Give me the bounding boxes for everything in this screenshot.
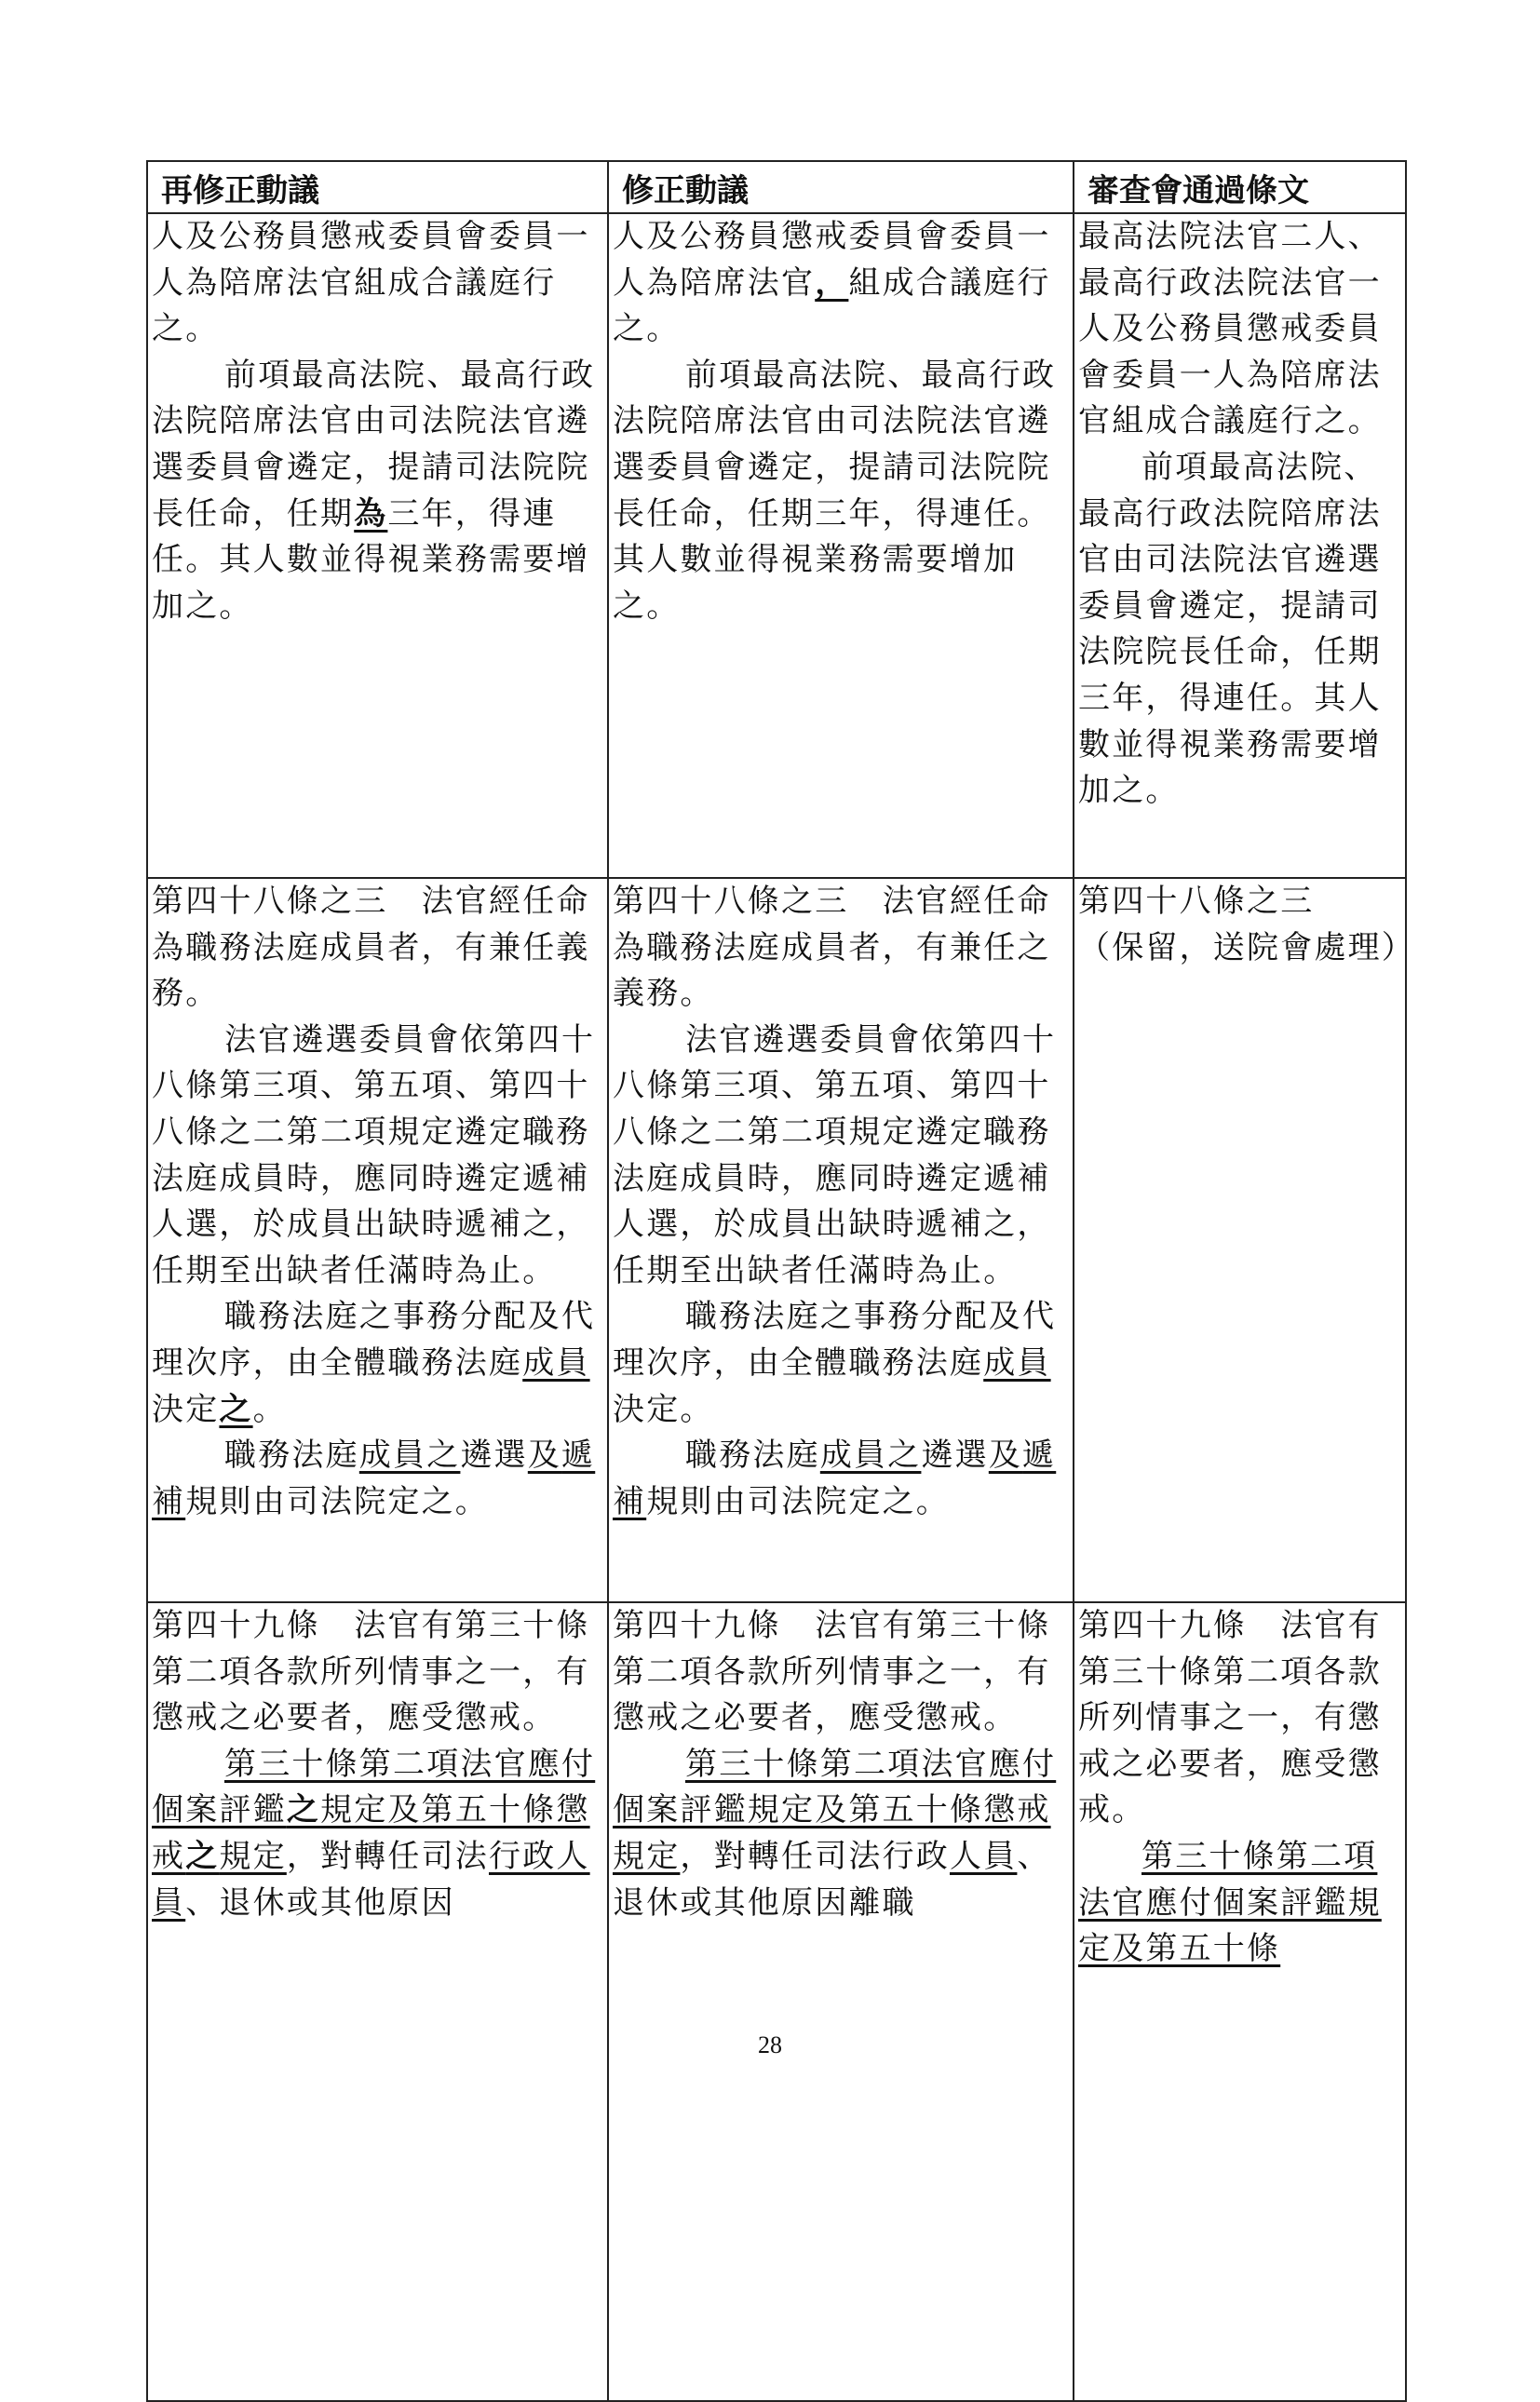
text-segment: 人及公務員懲戒委員會委員一人為陪席法官組成合議庭行之。 bbox=[152, 218, 590, 348]
paragraph bbox=[613, 879, 1069, 1018]
underlined-text: 第三十條第二項法官應付個案評鑑規定及第五十條懲戒規定 bbox=[613, 1745, 1057, 1875]
text-segment: ，對轉任司法行政 bbox=[680, 1837, 951, 1875]
paragraph bbox=[613, 1018, 1069, 1295]
underlined-text: 成員之 bbox=[819, 1437, 922, 1475]
paragraph bbox=[152, 214, 603, 353]
underlined-text: 規定 bbox=[219, 1837, 287, 1875]
paragraph bbox=[613, 1603, 1069, 1742]
cell-amendment bbox=[608, 213, 1074, 878]
underlined-text: 行政人員 bbox=[152, 1837, 590, 1922]
underlined-text: 第三十條第二項法官應付個案評鑑規定及第五十條 bbox=[1078, 1837, 1382, 1968]
text-segment: 職務法庭之事務分配及代理次序，由全體職務法庭 bbox=[613, 1298, 1057, 1382]
text-segment: 前項最高法院、最高行政法院陪席法官由司法院法官遴選委員會遴定，提請司法院院長任命，任期三年，得連任。其人數並得視業務需要增加之。 bbox=[613, 356, 1057, 625]
text-segment: 第四十九條 法官有第三十條第二項各款所列情事之一，有懲戒之必要者，應受懲戒。 bbox=[1078, 1607, 1382, 1829]
text-segment: 、退休或其他原因離職 bbox=[613, 1837, 1051, 1922]
table-row bbox=[147, 1602, 1406, 2401]
paragraph bbox=[1078, 445, 1401, 815]
text-segment: （保留，送院會處理） bbox=[1078, 928, 1415, 966]
underlined-text: 之 bbox=[219, 1390, 253, 1428]
comparison-table bbox=[146, 160, 1415, 2402]
text-segment: 決定 bbox=[152, 1390, 220, 1428]
text-segment: 遴選 bbox=[921, 1437, 989, 1475]
underlined-text: 成員之 bbox=[358, 1437, 461, 1475]
paragraph bbox=[152, 1603, 603, 1742]
cell-committee-text bbox=[1074, 1602, 1406, 2401]
paragraph bbox=[152, 1018, 603, 1295]
underlined-text: 第三十條第二項法官應付個案評鑑 bbox=[152, 1745, 596, 1829]
text-segment: 三年，得連任。其人數並得視業務需要增加之。 bbox=[152, 494, 590, 625]
text-segment: 決定。 bbox=[613, 1390, 714, 1428]
text-segment: 第四十八條之三 法官經任命為職務法庭成員者，有兼任義務。 bbox=[152, 883, 590, 1013]
text-segment: 職務法庭 bbox=[224, 1437, 359, 1475]
text-segment: ，對轉任司法 bbox=[286, 1837, 490, 1875]
cell-resubmitted-amendment bbox=[147, 878, 608, 1602]
underlined-text: 之 bbox=[185, 1837, 220, 1875]
cell-resubmitted-amendment bbox=[147, 1602, 608, 2401]
paragraph bbox=[613, 1433, 1069, 1525]
paragraph bbox=[1078, 925, 1415, 972]
cell-resubmitted-amendment bbox=[147, 213, 608, 878]
underlined-text: 規定及第五十條懲戒 bbox=[152, 1791, 590, 1875]
text-segment: 遴選 bbox=[460, 1437, 528, 1475]
underlined-text: 成員 bbox=[522, 1343, 590, 1382]
text-segment: 。 bbox=[252, 1390, 287, 1428]
underlined-text: 之 bbox=[286, 1791, 321, 1829]
header-committee-approved-text: 審查會通過條文 bbox=[1074, 161, 1406, 213]
underlined-text: ， bbox=[815, 263, 849, 302]
paragraph bbox=[152, 1294, 603, 1433]
underlined-text: 遞補 bbox=[152, 1437, 596, 1520]
paragraph bbox=[1078, 1834, 1401, 1973]
text-segment: 職務法庭之事務分配及代理次序，由全體職務法庭 bbox=[152, 1298, 596, 1382]
underlined-text: 及 bbox=[527, 1437, 562, 1475]
paragraph bbox=[152, 1433, 603, 1525]
underlined-text: 遞補 bbox=[613, 1437, 1057, 1520]
text-segment: 前項最高法院、最高行政法院陪席法官由司法院法官遴選委員會遴定，提請司法院院長任命，任期三年，得連任。其人數並得視業務需要增加之。 bbox=[1078, 448, 1382, 810]
text-segment: 規則由司法院定之。 bbox=[185, 1482, 490, 1520]
text-segment: 職務法庭 bbox=[685, 1437, 820, 1475]
text-segment: 第四十八條之三 bbox=[1078, 883, 1315, 920]
cell-amendment bbox=[608, 1602, 1074, 2401]
paragraph bbox=[1078, 879, 1401, 925]
paragraph bbox=[152, 879, 603, 1018]
text-segment: 法官遴選委員會依第四十八條第三項、第五項、第四十八條之二第二項規定遴定職務法庭成員時，應同時遴定遞補人選，於成員出缺時遞補之，任期至出缺者任滿時為止。 bbox=[613, 1020, 1057, 1289]
table-row bbox=[147, 878, 1406, 1602]
text-segment: 法官遴選委員會依第四十八條第三項、第五項、第四十八條之二第二項規定遴定職務法庭成員時，應同時遴定遞補人選，於成員出缺時遞補之，任期至出缺者任滿時為止。 bbox=[152, 1020, 596, 1289]
header-resubmitted-amendment: 再修正動議 bbox=[147, 161, 608, 213]
text-segment: 第四十八條之三 法官經任命為職務法庭成員者，有兼任之義務。 bbox=[613, 883, 1051, 1013]
page-number: 28 bbox=[758, 2031, 782, 2058]
text-segment: 人及公務員懲戒委員會委員一人為陪席法官 bbox=[613, 218, 1051, 302]
text-segment: 最高法院法官二人、最高行政法院法官一人及公務員懲戒委員會委員一人為陪席法官組成合議庭行之。 bbox=[1078, 218, 1382, 440]
paragraph bbox=[613, 1294, 1069, 1433]
underlined-text: 及 bbox=[988, 1437, 1023, 1475]
text-segment: 第四十九條 法官有第三十條第二項各款所列情事之一，有懲戒之必要者，應受懲戒。 bbox=[613, 1607, 1051, 1737]
cell-committee-text bbox=[1074, 878, 1415, 1602]
paragraph bbox=[613, 353, 1069, 630]
underlined-text: 人員 bbox=[950, 1837, 1018, 1875]
underlined-text: 為 bbox=[354, 494, 388, 533]
paragraph bbox=[1078, 214, 1401, 445]
cell-amendment bbox=[608, 878, 1074, 1602]
text-segment: 、退休或其他原因 bbox=[185, 1883, 455, 1922]
paragraph bbox=[613, 214, 1069, 353]
header-row bbox=[147, 161, 1406, 213]
text-segment: 組成合議庭行之。 bbox=[613, 263, 1051, 348]
paragraph bbox=[1078, 1603, 1401, 1834]
cell-committee-text bbox=[1074, 213, 1406, 878]
paragraph bbox=[152, 353, 603, 630]
text-segment: 第四十九條 法官有第三十條第二項各款所列情事之一，有懲戒之必要者，應受懲戒。 bbox=[152, 1607, 590, 1737]
text-segment: 規則由司法院定之。 bbox=[646, 1482, 951, 1520]
header-amendment: 修正動議 bbox=[608, 161, 1074, 213]
table-row bbox=[147, 213, 1406, 878]
text-segment: 前項最高法院、最高行政法院陪席法官由司法院法官遴選委員會遴定，提請司法院院長任命，任期 bbox=[152, 356, 596, 533]
underlined-text: 成員 bbox=[983, 1343, 1051, 1382]
paragraph bbox=[613, 1742, 1069, 1926]
paragraph bbox=[152, 1742, 603, 1926]
